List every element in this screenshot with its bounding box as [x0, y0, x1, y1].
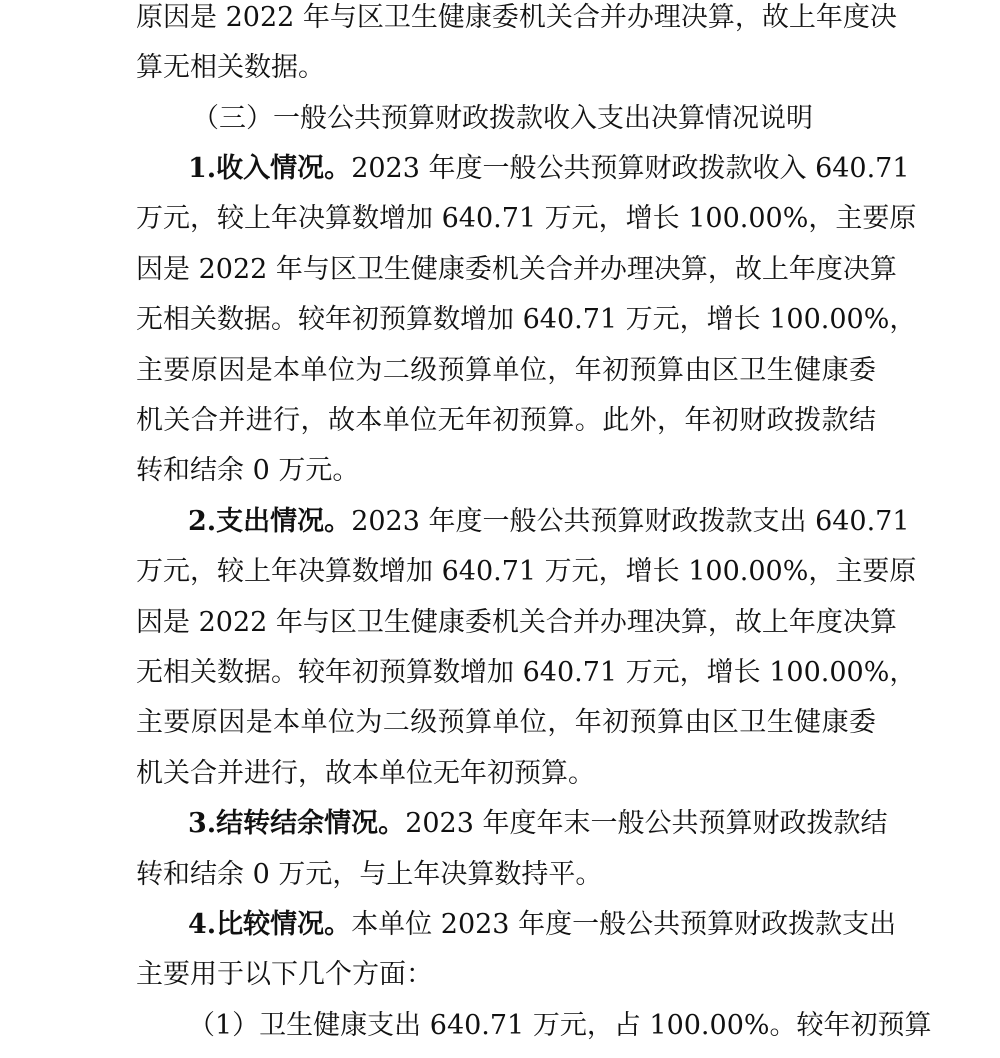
paragraph-first-line: [188, 151, 910, 201]
text-line: 主要原因是本单位为二级预算单位，年初预算由区卫生健康委: [136, 707, 876, 738]
paragraph-lead: 4.比较情况。: [188, 909, 352, 940]
text-line: 转和结余 0 万元。: [136, 455, 360, 486]
text-span: 本单位 2023 年度一般公共预算财政拨款支出: [351, 909, 897, 940]
section-heading: （三）一般公共预算财政拨款收入支出决算情况说明: [192, 103, 813, 134]
text-line: 转和结余 0 万元，与上年决算数持平。: [136, 859, 603, 890]
text-line: （1）卫生健康支出 640.71 万元，占 100.00%。较年初预算: [188, 1010, 932, 1041]
text-line: 原因是 2022 年与区卫生健康委机关合并办理决算，故上年度决: [136, 2, 897, 33]
text-line: 因是 2022 年与区卫生健康委机关合并办理决算，故上年度决算: [136, 607, 897, 638]
text-line: 算无相关数据。: [136, 52, 325, 83]
text-line: 主要用于以下几个方面：: [136, 959, 433, 990]
text-line: 因是 2022 年与区卫生健康委机关合并办理决算，故上年度决算: [136, 254, 897, 285]
paragraph-first-line: [188, 504, 910, 554]
text-line: 机关合并进行，故本单位无年初预算。此外，年初财政拨款结: [136, 405, 876, 436]
paragraph-first-line: [188, 806, 888, 856]
text-span: 2023 年度一般公共预算财政拨款收入 640.71: [351, 153, 910, 184]
text-span: 2023 年度一般公共预算财政拨款支出 640.71: [351, 506, 910, 537]
text-line: 主要原因是本单位为二级预算单位，年初预算由区卫生健康委: [136, 355, 876, 386]
text-line: 机关合并进行，故本单位无年初预算。: [136, 758, 595, 789]
text-line: 万元，较上年决算数增加 640.71 万元，增长 100.00%，主要原: [136, 556, 917, 587]
paragraph-lead: 1.收入情况。: [188, 153, 352, 184]
paragraph-lead: 3.结转结余情况。: [188, 808, 406, 839]
text-line: 万元，较上年决算数增加 640.71 万元，增长 100.00%，主要原: [136, 203, 917, 234]
text-span: 2023 年度年末一般公共预算财政拨款结: [405, 808, 888, 839]
text-line: 无相关数据。较年初预算数增加 640.71 万元，增长 100.00%，: [136, 304, 917, 335]
text-line: 无相关数据。较年初预算数增加 640.71 万元，增长 100.00%，: [136, 657, 917, 688]
paragraph-lead: 2.支出情况。: [188, 506, 352, 537]
paragraph-first-line: [188, 907, 897, 957]
